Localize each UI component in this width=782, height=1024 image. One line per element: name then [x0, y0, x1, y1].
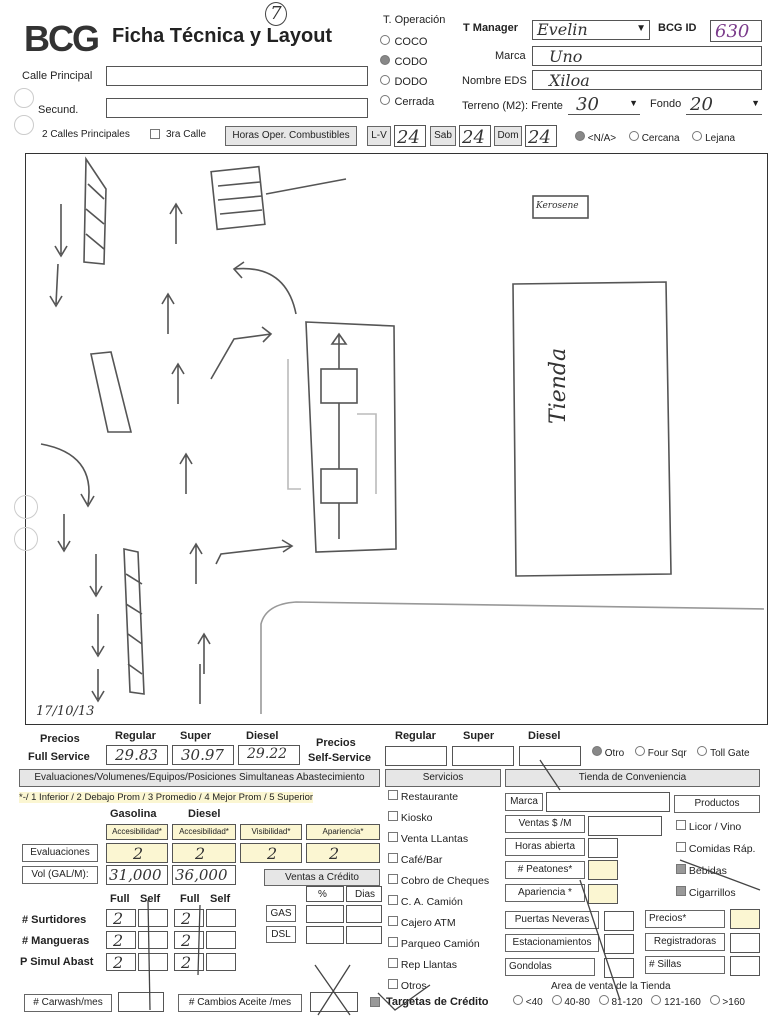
horas-oper-button[interactable]: Horas Oper. Combustibles [225, 126, 357, 146]
type-four-sqr[interactable] [635, 748, 687, 759]
carwash-label: # Carwash/mes [24, 994, 112, 1012]
bcg-logo: BCG [24, 18, 98, 59]
diesel-label: Diesel [188, 808, 221, 820]
eq-dsl-self-2[interactable] [206, 931, 236, 949]
mangueras-label: # Mangueras [22, 935, 90, 947]
producto-label: Cigarrillos [688, 887, 736, 899]
servicio-item[interactable] [388, 937, 503, 958]
nombre-eds-field[interactable] [532, 70, 762, 90]
servicio-item[interactable] [388, 790, 503, 811]
eval-value: 2 [133, 844, 144, 863]
fondo-value: 20 [690, 94, 713, 115]
eq-gas-full-3[interactable] [106, 953, 136, 971]
tienda-header: Tienda de Conveniencia [505, 769, 760, 787]
prox-label: <N/A> [587, 133, 617, 144]
credito-dsl-dias[interactable] [346, 926, 382, 944]
area-opt[interactable] [651, 997, 700, 1008]
col-accesibilidad-diesel: Accesibilidad* [172, 824, 236, 840]
self-col-diesel: Diesel [528, 730, 561, 742]
tercera-calle-checkbox[interactable] [150, 129, 160, 139]
eval-value: 2 [195, 844, 206, 863]
puertas-field[interactable] [604, 911, 634, 931]
productos-button[interactable]: Productos [674, 795, 760, 813]
area-opt[interactable] [513, 997, 543, 1008]
area-venta-options [513, 995, 745, 1008]
eq-value: 2 [113, 909, 124, 928]
credito-gas-dias[interactable] [346, 905, 382, 923]
eq-gas-full-1[interactable] [106, 909, 136, 927]
eval-value: 2 [329, 844, 340, 863]
vol-gas-field[interactable] [106, 865, 168, 885]
dom-label: Dom [494, 126, 522, 146]
gondolas-field[interactable] [604, 958, 634, 978]
layout-sketch-area [25, 153, 768, 725]
dom-field[interactable] [525, 125, 557, 147]
self-service-label: Self-Service [308, 752, 371, 764]
sab-field[interactable] [459, 125, 491, 147]
price-type-options [592, 746, 750, 759]
op-dodo[interactable] [380, 72, 460, 92]
type-toll-gate[interactable] [697, 748, 749, 759]
carwash-field[interactable] [118, 992, 164, 1012]
credito-gas-pct[interactable] [306, 905, 344, 923]
eq-value: 2 [113, 931, 124, 950]
area-opt[interactable] [710, 997, 745, 1008]
eq-dsl-full-3[interactable] [174, 953, 204, 971]
self-diesel-field[interactable] [519, 746, 581, 766]
binder-hole [14, 495, 38, 519]
p-simul-label: P Simul Abast [20, 956, 94, 968]
producto-label: Bebidas [688, 865, 727, 877]
servicio-item[interactable] [388, 874, 503, 895]
gasolina-label: Gasolina [110, 808, 157, 820]
tarjetas-checkbox[interactable] [370, 997, 380, 1007]
layout-sketch [26, 154, 767, 724]
prox-cercana[interactable] [629, 133, 680, 144]
credito-top-2 [346, 886, 382, 902]
full-label-2: Full [180, 893, 200, 905]
full-super-value: 30.97 [181, 746, 224, 764]
full-diesel-field[interactable] [238, 745, 300, 765]
area-opt[interactable] [599, 997, 643, 1008]
sab-label: Sab [430, 126, 456, 146]
vol-gas-value: 31,000 [109, 866, 162, 884]
producto-item[interactable] [676, 864, 776, 886]
puertas-label: Puertas Neveras [505, 911, 599, 929]
op-label: DODO [394, 76, 428, 88]
op-label: COCO [394, 36, 428, 48]
servicio-label: Parqueo Camión [400, 938, 480, 950]
ventas-field[interactable] [588, 816, 662, 836]
tienda-marca-field[interactable] [546, 792, 670, 812]
dos-calles-label: 2 Calles Principales [42, 129, 130, 140]
prox-na[interactable] [575, 133, 616, 144]
eq-dsl-full-1[interactable] [174, 909, 204, 927]
sketch-tienda-label: Tienda [546, 347, 571, 424]
eval-field-2[interactable] [172, 843, 236, 863]
eval-value: 2 [267, 844, 278, 863]
self-col-regular: Regular [395, 730, 436, 742]
lv-label: L-V [367, 126, 391, 146]
calle-principal-field[interactable] [106, 66, 368, 86]
precios-full-label: Precios [40, 733, 80, 745]
marca-label: Marca [495, 50, 526, 62]
sillas-field[interactable] [730, 956, 760, 976]
registradoras-field[interactable] [730, 933, 760, 953]
producto-item[interactable] [676, 886, 776, 908]
ventas-label: Ventas $ /M [505, 815, 585, 833]
op-codo[interactable] [380, 52, 460, 72]
gas-label: GAS [266, 905, 296, 922]
cambios-field[interactable] [310, 992, 358, 1012]
chevron-down-icon: ▼ [629, 98, 638, 108]
servicios-list [388, 790, 503, 1000]
precios-self-label: Precios [316, 737, 356, 749]
producto-item[interactable] [676, 820, 776, 842]
type-label: Otro [604, 748, 625, 759]
dsl-label: DSL [266, 926, 296, 943]
proximity-options [575, 131, 775, 144]
dias-label: Dias [355, 889, 376, 900]
prox-label: Cercana [641, 133, 680, 144]
servicio-label: Café/Bar [400, 854, 443, 866]
registradoras-label: Registradoras [645, 933, 725, 951]
handwritten-mark: 7 [265, 2, 287, 26]
eval-field-3[interactable] [240, 843, 302, 863]
nombre-eds-value: Xiloa [549, 71, 590, 90]
servicio-label: Cobro de Cheques [400, 875, 490, 887]
terreno-select[interactable] [568, 94, 640, 115]
full-service-label: Full Service [28, 751, 90, 763]
chevron-down-icon: ▼ [751, 98, 760, 108]
eq-dsl-full-2[interactable] [174, 931, 204, 949]
area-opt-label: 121-160 [664, 997, 701, 1008]
dom-value: 24 [528, 127, 551, 148]
fondo-label: Fondo [650, 98, 682, 110]
peatones-field[interactable] [588, 860, 618, 880]
marca-field[interactable] [532, 46, 762, 66]
tarjetas-label: Targetas de Crédito [386, 996, 489, 1008]
servicios-header: Servicios [385, 769, 501, 787]
eq-gas-self-2[interactable] [138, 931, 168, 949]
eq-gas-self-1[interactable] [138, 909, 168, 927]
servicio-label: Restaurante [400, 791, 459, 803]
type-otro[interactable] [592, 748, 624, 759]
vol-diesel-value: 36,000 [175, 866, 228, 884]
productos-list [676, 820, 776, 908]
area-venta-label: Area de venta de la Tienda [551, 981, 671, 992]
self-col-super: Super [463, 730, 495, 742]
full-super-field[interactable] [172, 745, 234, 765]
type-label: Toll Gate [710, 748, 750, 759]
estacionamientos-field[interactable] [604, 934, 634, 954]
apariencia-field[interactable] [588, 884, 618, 904]
t-manager-label: T Manager [463, 22, 519, 34]
terreno-label: Terreno (M2): Frente [462, 100, 563, 112]
vol-row-label: Vol (GAL/M): [22, 866, 98, 884]
eq-gas-self-3[interactable] [138, 953, 168, 971]
bcg-id-value: 630 [715, 21, 750, 42]
eval-field-4[interactable] [306, 843, 380, 863]
self-regular-field[interactable] [385, 746, 447, 766]
t-manager-value: Evelin [537, 20, 588, 39]
sillas-label: # Sillas [645, 956, 725, 974]
marca-value: Uno [549, 47, 583, 66]
credito-top-1 [306, 886, 344, 902]
producto-item[interactable] [676, 842, 776, 864]
eq-dsl-self-3[interactable] [206, 953, 236, 971]
fondo-select[interactable] [686, 94, 762, 115]
evaluaciones-header: Evaluaciones/Volumenes/Equipos/Posiciones Simultaneas Abastecimiento [19, 769, 380, 787]
full-label-1: Full [110, 893, 130, 905]
self-label-1: Self [140, 893, 161, 905]
gondolas-label: Gondolas [505, 958, 595, 976]
col-diesel: Diesel [246, 730, 279, 742]
prox-label: Lejana [705, 133, 736, 144]
servicio-item[interactable] [388, 895, 503, 916]
calle-secund-field[interactable] [106, 98, 368, 118]
terreno-value: 30 [576, 94, 599, 115]
sketch-date: 17/10/13 [36, 704, 95, 719]
binder-hole [14, 115, 34, 135]
bcg-id-field[interactable] [710, 20, 762, 42]
vol-diesel-field[interactable] [172, 865, 236, 885]
full-regular-field[interactable] [106, 745, 168, 765]
servicio-item[interactable] [388, 958, 503, 979]
precios-tienda-label: Precios* [645, 910, 725, 928]
servicio-label: Venta LLantas [400, 833, 469, 845]
area-opt-label: >160 [722, 997, 745, 1008]
eq-dsl-self-1[interactable] [206, 909, 236, 927]
t-operacion-label: T. Operación [383, 14, 446, 26]
peatones-label: # Peatones* [505, 861, 585, 879]
servicio-label: Kiosko [400, 812, 433, 824]
servicio-item[interactable] [388, 832, 503, 853]
col-super: Super [180, 730, 212, 742]
self-super-field[interactable] [452, 746, 514, 766]
bcg-id-label: BCG ID [658, 22, 697, 34]
ventas-credito-header: Ventas a Crédito [264, 869, 380, 886]
col-apariencia: Apariencia* [306, 824, 380, 840]
lv-value: 24 [397, 127, 420, 148]
page-title: Ficha Técnica y Layout [112, 25, 333, 47]
precios-tienda-field[interactable] [730, 909, 760, 929]
col-regular: Regular [115, 730, 156, 742]
eq-gas-full-2[interactable] [106, 931, 136, 949]
col-visibilidad: Visibilidad* [240, 824, 302, 840]
servicio-label: Cajero ATM [400, 917, 456, 929]
op-label: Cerrada [394, 96, 435, 108]
evaluaciones-scale: *-/ 1 Inferior / 2 Debajo Prom / 3 Promedio / 4 Mejor Prom / 5 Superior [19, 792, 314, 803]
horas-abierta-label: Horas abierta [505, 838, 585, 856]
area-opt-label: 81-120 [611, 997, 643, 1008]
chevron-down-icon: ▼ [636, 23, 646, 34]
op-cerrada[interactable] [380, 92, 460, 112]
op-coco[interactable] [380, 32, 460, 52]
servicio-item[interactable] [388, 811, 503, 832]
eq-value: 2 [113, 953, 124, 972]
t-operacion-options [380, 32, 460, 112]
eval-field-1[interactable] [106, 843, 168, 863]
credito-dsl-pct[interactable] [306, 926, 344, 944]
col-accesibilidad-gas: Accesibilidad* [106, 824, 168, 840]
binder-hole [14, 527, 38, 551]
eq-value: 2 [181, 931, 192, 950]
servicio-label: C. A. Camión [400, 896, 463, 908]
horas-abierta-field[interactable] [588, 838, 618, 858]
type-label: Four Sqr [647, 748, 687, 759]
area-opt-label: 40-80 [564, 997, 590, 1008]
area-opt-label: <40 [525, 997, 543, 1008]
lv-field[interactable] [394, 125, 426, 147]
sketch-kerosene-label: Kerosene [536, 201, 579, 211]
eq-value: 2 [181, 909, 192, 928]
calle-principal-label: Calle Principal [22, 70, 93, 82]
full-regular-value: 29.83 [115, 746, 158, 764]
binder-hole [14, 88, 34, 108]
cambios-label: # Cambios Aceite /mes [178, 994, 302, 1012]
op-label: CODO [394, 56, 428, 68]
eq-value: 2 [181, 953, 192, 972]
producto-label: Licor / Vino [688, 821, 742, 833]
servicio-item[interactable] [388, 979, 503, 1000]
sab-value: 24 [462, 127, 485, 148]
servicio-item[interactable] [388, 916, 503, 937]
t-manager-select[interactable] [532, 20, 650, 40]
servicio-item[interactable] [388, 853, 503, 874]
full-diesel-value: 29.22 [247, 746, 288, 762]
producto-label: Comidas Ráp. [688, 843, 756, 855]
prox-lejana[interactable] [692, 133, 735, 144]
self-label-2: Self [210, 893, 231, 905]
area-opt[interactable] [552, 997, 590, 1008]
pct-label: % [318, 889, 327, 900]
nombre-eds-label: Nombre EDS [462, 75, 527, 87]
apariencia-label: Apariencia * [505, 884, 585, 902]
surtidores-label: # Surtidores [22, 914, 87, 926]
tienda-marca-label: Marca [505, 793, 543, 811]
estacionamientos-label: Estacionamientos [505, 934, 599, 952]
calle-secund-label: Secund. [38, 104, 79, 116]
servicio-label: Otros [400, 980, 427, 992]
tercera-calle-label: 3ra Calle [166, 129, 207, 140]
evaluaciones-row-label: Evaluaciones [22, 844, 98, 862]
servicio-label: Rep Llantas [400, 959, 457, 971]
